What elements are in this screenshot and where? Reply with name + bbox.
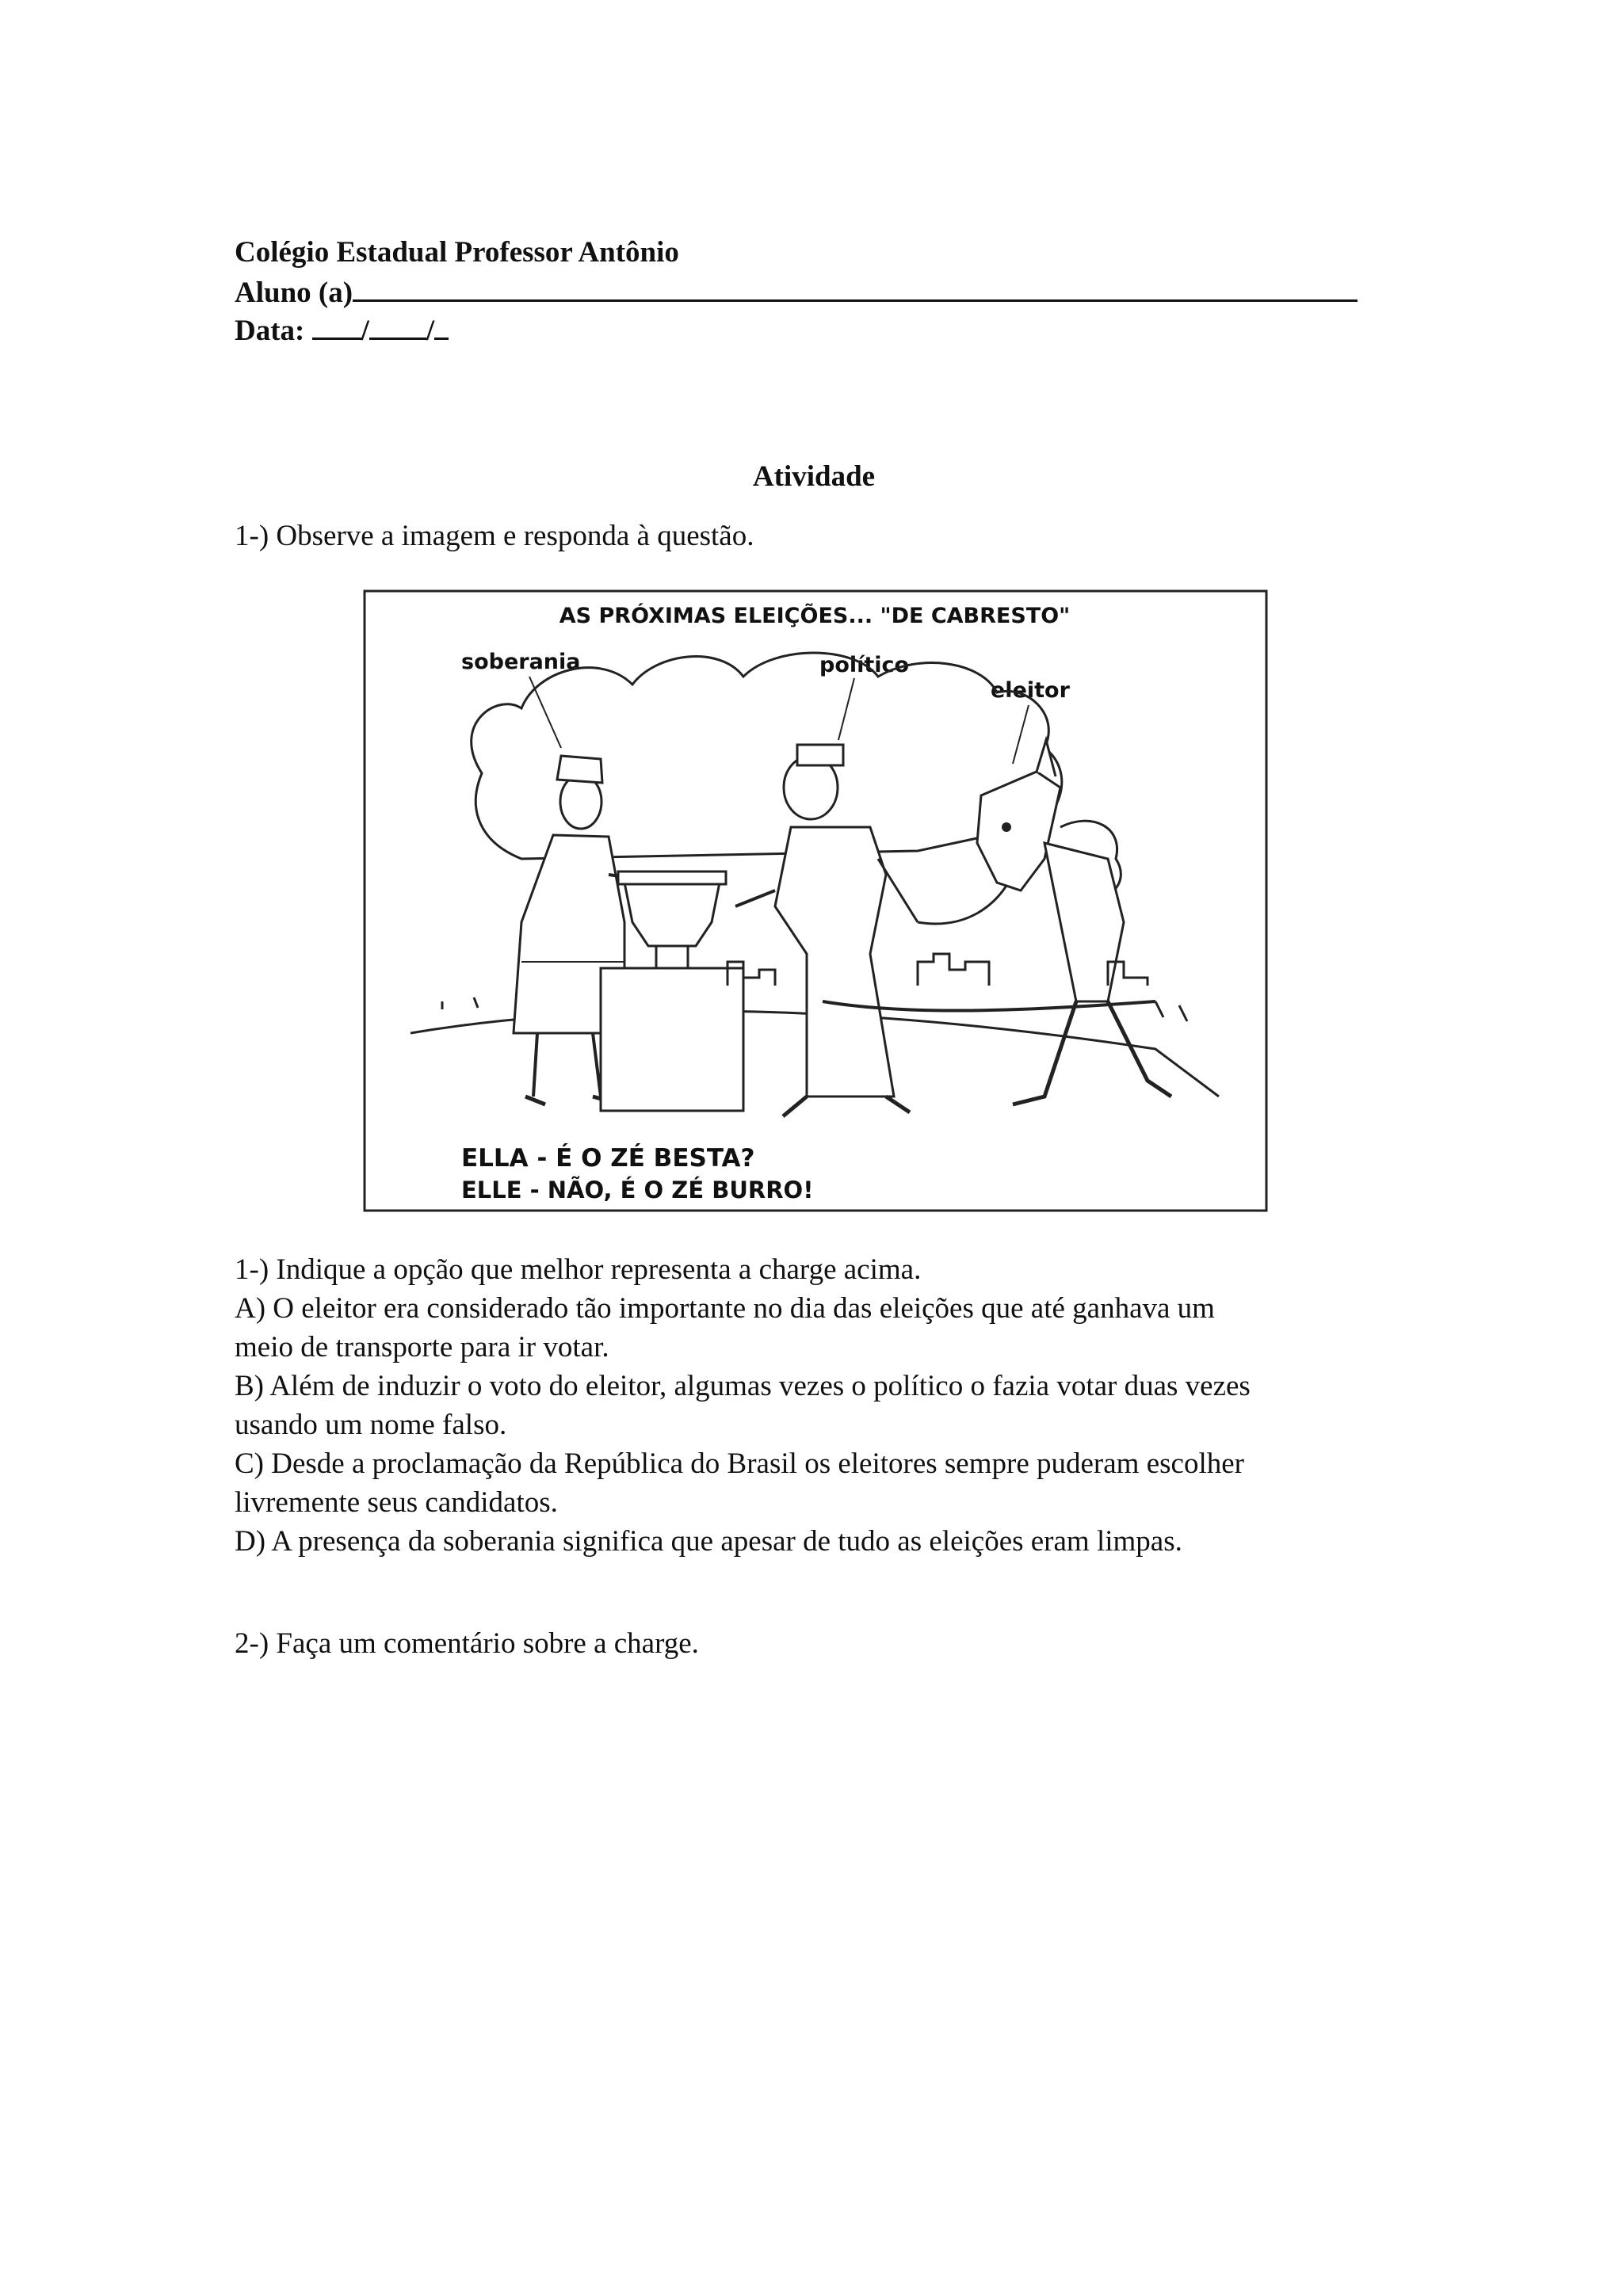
cartoon-caption-line1: ELLA - É O ZÉ BESTA? (461, 1144, 755, 1173)
option-c-line2: livremente seus candidatos. (235, 1486, 558, 1519)
school-name: Colégio Estadual Professor Antônio (235, 236, 679, 269)
option-b-line2: usando um nome falso. (235, 1409, 507, 1441)
date-month-blank[interactable] (369, 311, 426, 340)
student-label: Aluno (a) (235, 277, 353, 309)
student-name-row (235, 273, 1358, 311)
cartoon-image (363, 589, 1268, 1212)
question1-prompt: 1-) Indique a opção que melhor representa a charge acima. (235, 1253, 922, 1286)
cartoon-label-soberania: soberania (461, 650, 581, 674)
cartoon-title: AS PRÓXIMAS ELEIÇÕES... "DE CABRESTO" (559, 604, 1071, 628)
option-b-line1: B) Além de induzir o voto do eleitor, algumas vezes o político o fazia votar duas vezes (235, 1370, 1251, 1402)
option-c-line1: C) Desde a proclamação da República do Brasil os eleitores sempre puderam escolher (235, 1447, 1244, 1480)
activity-title: Atividade (752, 460, 876, 493)
date-row (235, 311, 449, 349)
cartoon-caption-line2: ELLE - NÃO, É O ZÉ BURRO! (461, 1177, 814, 1203)
date-label: Data: (235, 315, 305, 347)
date-day-blank[interactable] (312, 311, 361, 340)
question1-intro: 1-) Observe a imagem e responda à questão. (235, 520, 754, 552)
student-name-blank[interactable] (353, 273, 1358, 302)
cartoon-label-eleitor: eleitor (991, 678, 1070, 703)
date-separator: / (426, 315, 435, 347)
date-separator: / (361, 315, 369, 347)
date-year-blank[interactable] (434, 311, 449, 340)
option-a-line1: A) O eleitor era considerado tão importante no dia das eleições que até ganhava um (235, 1292, 1215, 1325)
option-a-line2: meio de transporte para ir votar. (235, 1331, 609, 1363)
question2-prompt: 2-) Faça um comentário sobre a charge. (235, 1627, 699, 1660)
cartoon-label-politico: político (819, 653, 910, 677)
option-d-line1: D) A presença da soberania significa que apesar de tudo as eleições eram limpas. (235, 1525, 1182, 1558)
